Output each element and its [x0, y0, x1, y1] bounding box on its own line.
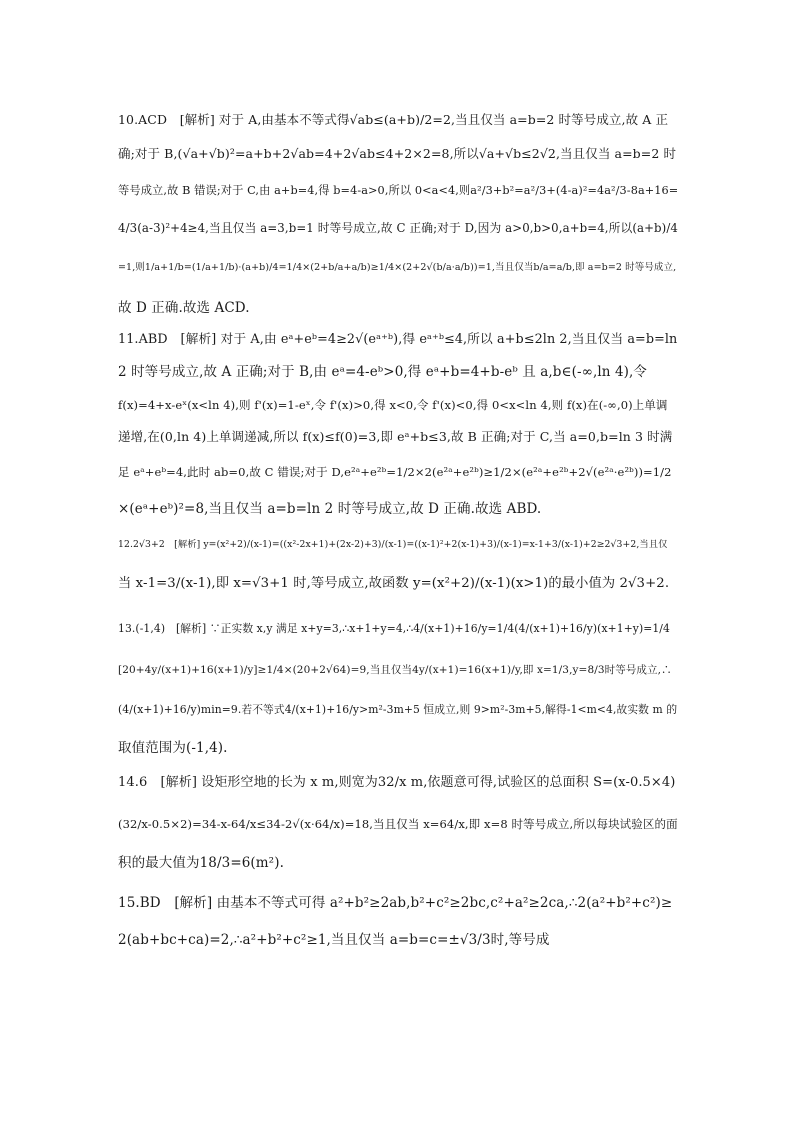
- text-line: 积的最大值为18/3=6(m²).: [118, 855, 284, 871]
- text-line: 2 时等号成立,故 A 正确;对于 B,由 eᵃ=4-eᵇ>0,得 eᵃ+b=4+b-eᵇ 且 a,b∈(-∞,ln 4),令: [118, 364, 648, 380]
- text-line: 足 eᵃ+eᵇ=4,此时 ab=0,故 C 错误;对于 D,e²ᵃ+e²ᵇ=1/2×2(e²ᵃ+e²ᵇ)≥1/2×(e²ᵃ+e²ᵇ+2√(e²ᵃ·e²ᵇ))=1/2: [118, 465, 672, 479]
- text-line: 当 x-1=3/(x-1),即 x=√3+1 时,等号成立,故函数 y=(x²+2)/(x-1)(x>1)的最小值为 2√3+2.: [118, 576, 670, 591]
- text-line: 15.BD [解析] 由基本不等式可得 a²+b²≥2ab,b²+c²≥2bc,c²+a²≥2ca,∴2(a²+b²+c²)≥: [118, 895, 673, 911]
- text-line: 12.2√3+2 [解析] y=(x²+2)/(x-1)=((x²-2x+1)+(2x-2)+3)/(x-1)=((x-1)²+2(x-1)+3)/(x-1)=x-1+3/(x-1)+2≥2√3+2,当且仅: [118, 539, 668, 550]
- text-line: 14.6 [解析] 设矩形空地的长为 x m,则宽为32/x m,依题意可得,试验区的总面积 S=(x-0.5×4): [118, 775, 676, 790]
- text-line: ×(eᵃ+eᵇ)²=8,当且仅当 a=b=ln 2 时等号成立,故 D 正确.故选 ABD.: [118, 501, 542, 517]
- text-line: 取值范围为(-1,4).: [118, 740, 228, 756]
- text-line: (4/(x+1)+16/y)min=9.若不等式4/(x+1)+16/y>m²-3m+5 恒成立,则 9>m²-3m+5,解得-1<m<4,故实数 m 的: [118, 703, 678, 716]
- text-line: 确;对于 B,(√a+√b)²=a+b+2√ab=4+2√ab≤4+2×2=8,所以√a+√b≤2√2,当且仅当 a=b=2 时: [118, 146, 677, 161]
- text-line: 递增,在(0,ln 4)上单调递减,所以 f(x)≤f(0)=3,即 eᵃ+b≤3,故 B 正确;对于 C,当 a=0,b=ln 3 时满: [118, 429, 673, 444]
- text-line: 等号成立,故 B 错误;对于 C,由 a+b=4,得 b=4-a>0,所以 0<a<4,则a²/3+b²=a²/3+(4-a)²=4a²/3-8a+16=: [118, 184, 679, 197]
- text-line: (32/x-0.5×2)=34-x-64/x≤34-2√(x·64/x)=18,当且仅当 x=64/x,即 x=8 时等号成立,所以每块试验区的面: [118, 817, 678, 831]
- text-line: [20+4y/(x+1)+16(x+1)/y]≥1/4×(20+2√64)=9,当且仅当4y/(x+1)=16(x+1)/y,即 x=1/3,y=8/3时等号成立,∴: [118, 664, 672, 676]
- text-line: 4/3(a-3)²+4≥4,当且仅当 a=3,b=1 时等号成立,故 C 正确;对于 D,因为 a>0,b>0,a+b=4,所以(a+b)/4: [118, 221, 678, 235]
- text-line: f(x)=4+x-eˣ(x<ln 4),则 f'(x)=1-eˣ,令 f'(x)>0,得 x<0,令 f'(x)<0,得 0<x<ln 4,则 f(x)在(-∞,0)上单调: [118, 398, 668, 412]
- text-line: 11.ABD [解析] 对于 A,由 eᵃ+eᵇ=4≥2√(eᵃ⁺ᵇ),得 eᵃ⁺ᵇ≤4,所以 a+b≤2ln 2,当且仅当 a=b=ln: [118, 332, 678, 347]
- text-line: 故 D 正确.故选 ACD.: [118, 300, 250, 316]
- text-line: 2(ab+bc+ca)=2,∴a²+b²+c²≥1,当且仅当 a=b=c=±√3/3时,等号成: [118, 932, 550, 948]
- text-line: 10.ACD [解析] 对于 A,由基本不等式得√ab≤(a+b)/2=2,当且仅当 a=b=2 时等号成立,故 A 正: [118, 112, 669, 127]
- text-line: 13.(-1,4) [解析] ∵正实数 x,y 满足 x+y=3,∴x+1+y=4,∴4/(x+1)+16/y=1/4(4/(x+1)+16/y)(x+1+y)=1/4: [118, 622, 670, 635]
- text-line: =1,则1/a+1/b=(1/a+1/b)·(a+b)/4=1/4×(2+b/a+a/b)≥1/4×(2+2√(b/a·a/b))=1,当且仅当b/a=a/b,即 a=b=2 时等号成立,: [118, 262, 677, 273]
